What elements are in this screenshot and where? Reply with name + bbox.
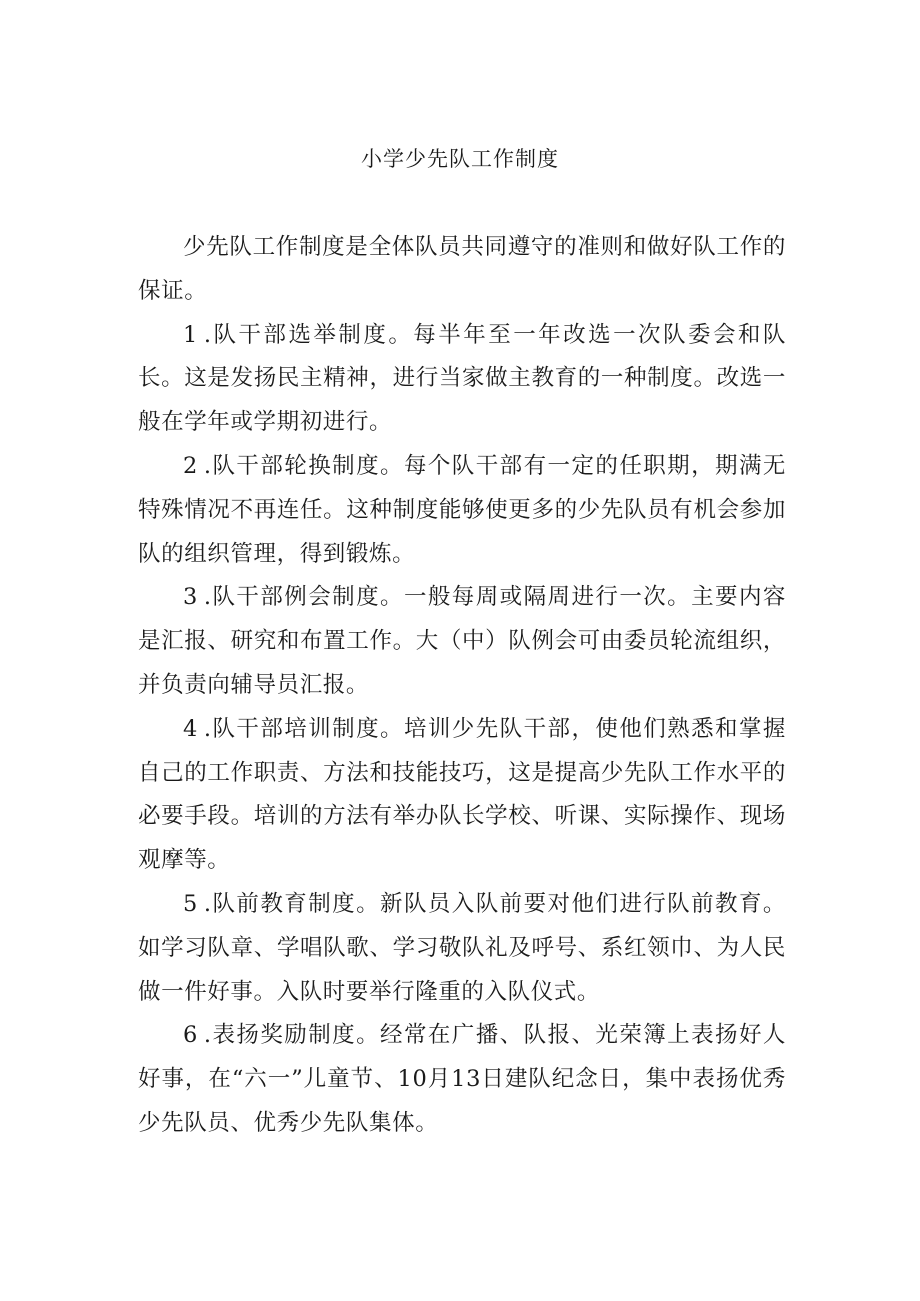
rule-item-6 bbox=[138, 1014, 786, 1145]
rule-text: .队干部选举制度。每半年至一年改选一次队委会和队长。这是发扬民主精神，进行当家做主教育的一种制度。改选一般在学年或学期初进行。 bbox=[138, 321, 786, 436]
rule-item-3 bbox=[138, 576, 786, 707]
rule-number: 1 bbox=[183, 321, 198, 348]
rule-text: .队干部例会制度。一般每周或隔周进行一次。主要内容是汇报、研究和布置工作。大（中）队例会可由委员轮流组织，并负责向辅导员汇报。 bbox=[138, 584, 786, 698]
intro-paragraph: 少先队工作制度是全体队员共同遵守的准则和做好队工作的保证。 bbox=[138, 234, 786, 304]
rule-number: 3 bbox=[183, 584, 198, 611]
rule-number: 2 bbox=[183, 452, 198, 479]
document-title: 小学少先队工作制度 bbox=[361, 147, 559, 171]
rule-number: 4 bbox=[183, 715, 198, 742]
rule-item-5 bbox=[138, 883, 786, 1014]
rule-item-1 bbox=[138, 314, 786, 445]
rule-text: .队前教育制度。新队员入队前要对他们进行队前教育。如学习队章、学唱队歌、学习敬队礼及呼号、系红领巾、为人民做一件好事。入队时要举行隆重的入队仪式。 bbox=[138, 890, 786, 1005]
rule-text: .队干部轮换制度。每个队干部有一定的任职期，期满无特殊情况不再连任。这种制度能够使更多的少先队员有机会参加队的组织管理，得到锻炼。 bbox=[138, 452, 786, 567]
document-body bbox=[138, 226, 786, 1146]
rule-text: .队干部培训制度。培训少先队干部，使他们熟悉和掌握自己的工作职责、方法和技能技巧，这是提高少先队工作水平的必要手段。培训的方法有举办队长学校、听课、实际操作、现场观摩等。 bbox=[138, 715, 786, 874]
rule-text: .表扬奖励制度。经常在广播、队报、光荣簿上表扬好人好事，在“六一”儿童节、10月13日建队纪念日，集中表扬优秀少先队员、优秀少先队集体。 bbox=[138, 1022, 786, 1136]
rule-item-4 bbox=[138, 708, 786, 883]
rule-number: 5 bbox=[183, 890, 198, 917]
rule-item-2 bbox=[138, 445, 786, 576]
rule-number: 6 bbox=[183, 1022, 198, 1049]
